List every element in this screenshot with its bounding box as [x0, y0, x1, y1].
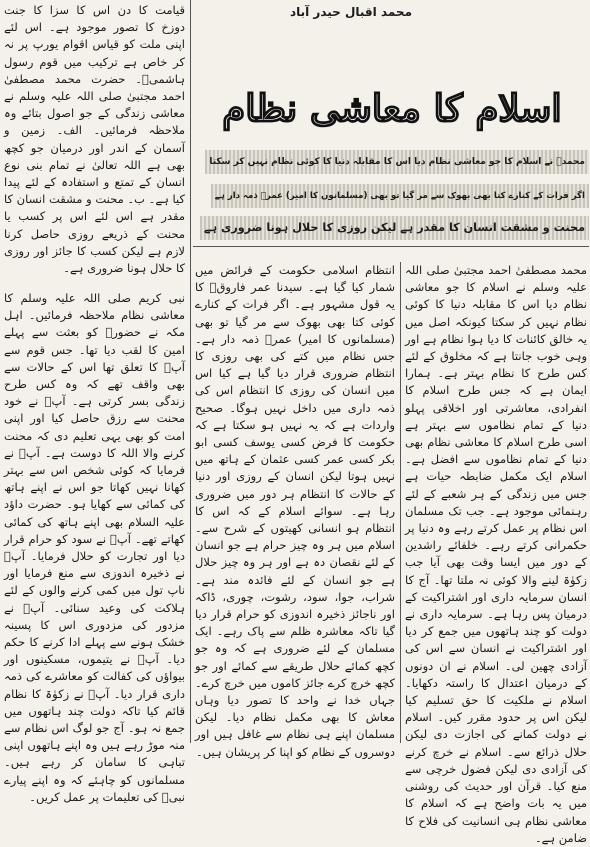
byline: محمد اقبال حیدر آباد	[289, 5, 413, 19]
pull-quote-text: محمدؐ نے اسلام کا جو معاشی نظام دیا اس کا مقابلہ دنیا کا کوئی نظام نہیں کر سکتا	[209, 157, 585, 167]
pull-quote-text: اگر فرات کے کنارے کتا بھی بھوک سے مر گیا تو بھی (مسلمانوں کا امیر) عمرؓ ذمہ دار ہے	[214, 191, 585, 201]
article-text: محمد مصطفیٰ احمد مجتبیٰ صلی اللہ علیہ وسلم نے اسلام کا جو معاشی نظام دیا اس کا مقابلہ دنیا کا کوئی نظام نہیں کر سکتا کیونکہ اصل میں یہ خالق کائنات کا دیا ہوا نظام ہے اور وہی خوب جانتا ہے کہ مخلوق کے لئے کس طرح کا نظام بہتر ہے۔ ہمارا ایمان ہے کہ جس طرح اسلام کا انفرادی، معاشرتی اور اخلاقی پہلو دنیا کے تمام نظاموں سے بہتر ہے اسی طرح اسلام کا معاشی نظام بھی دنیا کے تمام نظاموں سے افضل ہے۔ اسلام ایک مکمل ضابطہ حیات ہے جس میں زندگی کے ہر شعبے کے لئے رہنمائی موجود ہے۔ جب تک مسلمان اس نظام پر عمل کرتے رہے وہ دنیا پر حکمرانی کرتے رہے۔ خلفائے راشدین کے دور میں ایسا وقت بھی آیا جب زکوٰۃ لینے والا کوئی نہ ملتا تھا۔ آج کا انسان سرمایہ داری اور اشتراکیت کے درمیان پس رہا ہے۔ سرمایہ داری نے دولت کو چند ہاتھوں میں جمع کر دیا اور اشتراکیت نے انسان سے اس کی آزادی چھین لی۔ اسلام نے ان دونوں کے درمیان اعتدال کا راستہ دکھایا۔ اسلام نے ملکیت کا حق تسلیم کیا لیکن اس پر حدود مقرر کیں۔ اسلام نے دولت کمانے کی اجازت دی لیکن حلال ذرائع سے۔ اسلام نے خرچ کرنے کی آزادی دی لیکن فضول خرچی سے منع کیا۔ قرآن اور حدیث کی روشنی میں یہ بات واضح ہے کہ اسلام کا معاشی نظام ہی انسانیت کی فلاح کا ضامن ہے۔	[405, 263, 587, 845]
article-text: نبی کریم صلی اللہ علیہ وسلم کا معاشی نظام ملاحظہ فرمائیں۔ اہل مکہ نے حضورؐ کو بعثت سے پہلے امین کا لقب دیا تھا۔ جس قوم سے آپؐ کا تعلق تھا اس کے حالات سے بھی واقف تھے کہ وہ کس طرح زندگی بسر کرتی ہے۔ آپؐ نے خود محنت سے رزق حاصل کیا اور اپنی امت کو بھی یہی تعلیم دی کہ محنت کرنے والا اللہ کا دوست ہے۔ آپؐ نے فرمایا کہ کوئی شخص اس سے بہتر کھانا نہیں کھاتا جو اس نے اپنے ہاتھ کی کمائی سے کھایا ہو۔ حضرت داؤد علیہ السلام بھی اپنے ہاتھ کی کمائی کھاتے تھے۔ آپؐ نے سود کو حرام قرار دیا اور تجارت کو حلال فرمایا۔ آپؐ نے ذخیرہ اندوزی سے منع فرمایا اور ناپ تول میں کمی کرنے والوں کے لئے ہلاکت کی وعید سنائی۔ آپؐ نے مزدور کی مزدوری اس کا پسینہ خشک ہونے سے پہلے ادا کرنے کا حکم دیا۔ آپؐ نے یتیموں، مسکینوں اور بیواؤں کی کفالت کو معاشرے کی ذمہ داری قرار دیا۔ آپؐ نے زکوٰۃ کا نظام قائم کیا تاکہ دولت چند ہاتھوں میں جمع نہ ہو۔ آج جو لوگ اس نظام سے منہ موڑ رہے ہیں وہ اپنے ہاتھوں اپنی تباہی کا سامان کر رہے ہیں۔ مسلمانوں کو چاہئے کہ وہ اپنے پیارے نبیؐ کی تعلیمات پر عمل کریں۔	[4, 291, 185, 804]
column-left-bottom	[4, 290, 185, 804]
column-right	[405, 262, 587, 845]
title-block	[222, 78, 562, 138]
column-left-top	[4, 2, 185, 280]
header-rule	[193, 246, 589, 247]
pull-quote	[205, 150, 589, 174]
column-middle	[195, 262, 395, 759]
article-text: انتظام اسلامی حکومت کے فرائض میں شمار کیا گیا ہے۔ سیدنا عمر فاروقؓ کا یہ قول مشہور ہے۔ اگر فرات کے کنارے کوئی کتا بھی بھوک سے مر گیا تو بھی (مسلمانوں کا امیر) عمرؓ ذمہ دار ہے۔ جس نظام میں کتے کی بھی روزی کا انتظام ضروری قرار دیا گیا ہے کیا اس میں انسان کی روزی کا انتظام اس کی ذمہ داری میں داخل نہیں ہوگا۔ صحیح واردات ہے کہ یہ نہیں ہو سکتا ہے کہ حکومت کا فرض کسی یوسف کسی ابو بکر کسی عمر کسی عثمان کے ہاتھ میں نہیں ہوتا لیکن انسان کے روزی اور دنیا کے حالات کا انتظام ہر دور میں ضروری رہا ہے۔ سوائے اسلام کے کہ اس کا انتظام ہو انسانی کھیتوں کے شرح سے۔ اسلام میں ہر وہ چیز حرام ہے جو انسان کے لئے نقصان دہ ہے اور ہر وہ چیز حلال ہے جو انسان کے لئے فائدہ مند ہے۔ شراب، جوا، سود، رشوت، چوری، ڈاکہ اور ناجائز ذخیرہ اندوزی کو حرام قرار دیا گیا تاکہ معاشرہ ظلم سے پاک رہے۔ ایک مسلمان کے لئے ضروری ہے کہ وہ جو کچھ کمائے حلال طریقے سے کمائے اور جو کچھ خرچ کرے جائز کاموں میں خرچ کرے۔ جہاں خدا نے واحد کا تصور دیا وہاں معاش کا بھی مکمل نظام دیا۔ لیکن مسلمان اپنے ہی نظام سے غافل ہیں اور دوسروں کے نظام کو اپنا کر پریشان ہیں۔	[195, 263, 395, 759]
pull-quote	[211, 184, 589, 208]
pull-quote-text: محنت و مشقت انسان کا مقدر ہے لیکن روزی کا حلال ہونا ضروری ہے	[204, 221, 585, 234]
article-title: اسلام کا معاشی نظام	[222, 86, 562, 130]
article-text: قیامت کا دن اس کا سزا کا جنت دوزخ کا تصور موجود ہے۔ اس لئے اپنی ملت کو قیاس اقوام یورپ پر نہ کر خاص ہے ترکیب میں قوم رسول ہاشمیؐ۔ حضرت محمد مصطفیٰ احمد مجتبیٰ صلی اللہ علیہ وسلم نے معاشی زندگی کے جو اصول بتائے وہ ملاحظہ فرمائیں۔ الف۔ زمین و آسمان کے اندر اور درمیان جو کچھ بھی ہے اللہ تعالیٰ نے تمام بنی نوع انسان کے تمتع و استفادہ کے لئے پیدا کیا ہے۔ ب۔ محنت و مشقت انسان کا مقدر ہے اس لئے اس پر کسب یا محنت کے ذریعے روزی حاصل کرنا لازم ہے لیکن کسب کا جائز اور روزی کا حلال ہونا ضروری ہے۔	[4, 3, 185, 276]
pull-quotes	[193, 148, 589, 242]
pull-quote	[200, 216, 589, 240]
column-divider	[400, 262, 401, 743]
column-divider	[190, 0, 191, 743]
